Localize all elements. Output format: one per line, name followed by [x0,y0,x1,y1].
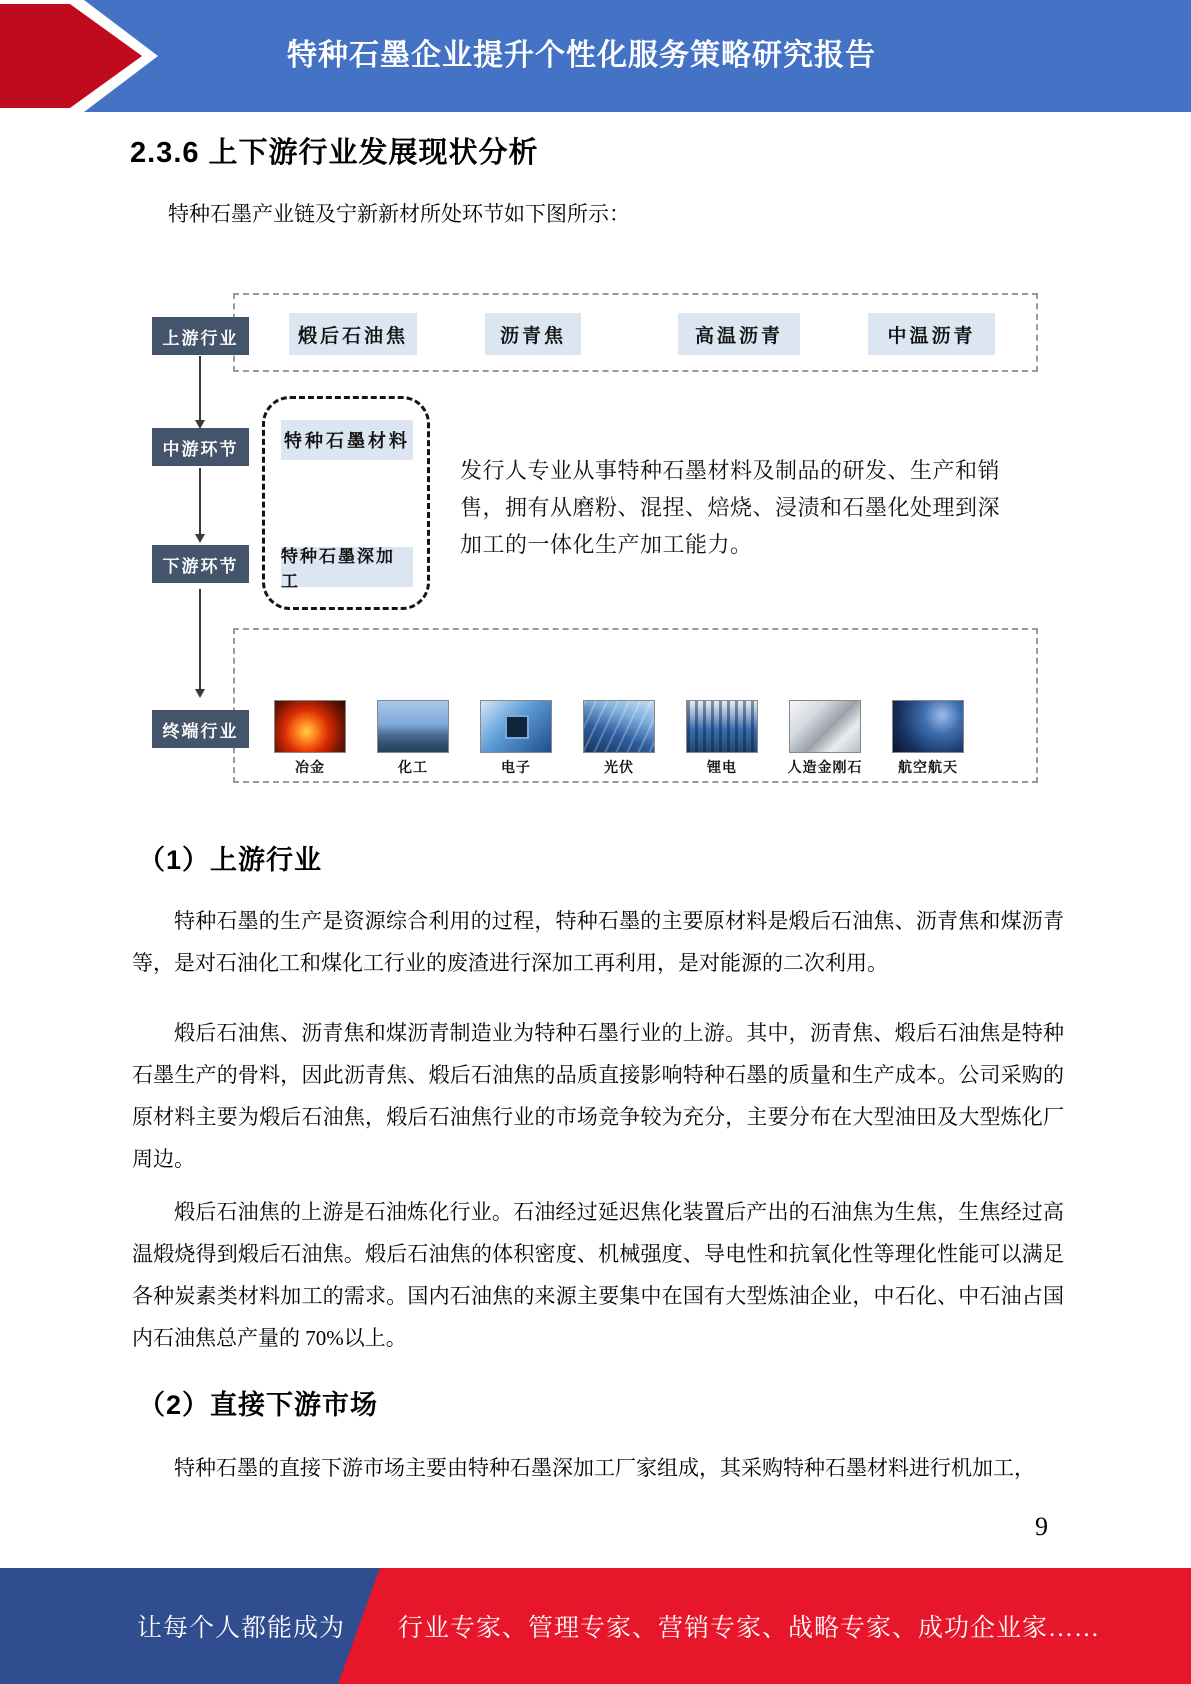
chemical-plant-image [377,700,449,753]
intro-paragraph: 特种石墨产业链及宁新新材所处环节如下图所示： [168,202,630,226]
metallurgy-image [274,700,346,753]
arrow-down-icon [199,356,201,420]
industry-label: 冶金 [295,761,325,776]
stage-label-upstream: 上游行业 [152,317,249,355]
subsection-heading-2: （2）直接下游市场 [138,1390,379,1420]
footer-slogan-right: 行业专家、管理专家、营销专家、战略专家、成功企业家…… [398,1615,1101,1642]
diagram-description: 发行人专业从事特种石墨材料及制品的研发、生产和销售，拥有从磨粉、混捏、焙烧、浸渍和石墨化处理到深加工的一体化生产加工能力。 [460,458,1001,557]
body-paragraph: 煅后石油焦、沥青焦和煤沥青制造业为特种石墨行业的上游。其中，沥青焦、煅后石油焦是特种石墨生产的骨料，因此沥青焦、煅后石油焦的品质直接影响特种石墨的质量和生产成本。公司采购的原材料主要为煅后石油焦，煅后石油焦行业的市场竞争较为充分，主要分布在大型油田及大型炼化厂周边。 [132,1021,1064,1171]
body-paragraph: 煅后石油焦的上游是石油炼化行业。石油经过延迟焦化装置后产出的石油焦为生焦，生焦经过高温煅烧得到煅后石油焦。煅后石油焦的体积密度、机械强度、导电性和抗氧化性等理化性能可以满足各种炭素类材料加工的需求。国内石油焦的来源主要集中在国有大型炼油企业，中石化、中石油占国内石油焦总产量的 70%以上。 [132,1200,1064,1350]
industry-cell [266,700,354,777]
stage-label-midstream: 中游环节 [152,428,249,466]
industry-cell [472,700,560,777]
industry-label: 锂电 [707,761,737,776]
industry-cell [781,700,869,777]
industry-cell [884,700,972,777]
aerospace-image [892,700,964,753]
subsection-heading-1: （1）上游行业 [138,845,323,875]
solar-pv-image [583,700,655,753]
report-title: 特种石墨企业提升个性化服务策略研究报告 [287,39,876,72]
upstream-item-box: 高温沥青 [678,313,800,355]
stage-label-downstream: 下游环节 [152,545,249,583]
downstream-item-box: 特种石墨深加工 [281,547,413,587]
page-number: 9 [1035,1512,1048,1541]
industry-label: 电子 [501,761,531,776]
header-banner [0,0,1191,112]
arrow-down-icon [199,589,201,689]
lithium-battery-image [686,700,758,753]
upstream-item-box: 煅后石油焦 [289,313,417,355]
chip-icon [505,715,529,739]
upstream-item-box: 中温沥青 [868,313,995,355]
synthetic-diamond-image [789,700,861,753]
industry-label: 化工 [398,761,428,776]
terminal-industries-row [266,700,972,777]
industry-chain-diagram [0,270,1191,790]
section-heading: 2.3.6 上下游行业发展现状分析 [130,137,539,169]
body-paragraph: 特种石墨的直接下游市场主要由特种石墨深加工厂家组成，其采购特种石墨材料进行机加工， [174,1456,1035,1480]
industry-label: 航空航天 [898,761,958,776]
upstream-item-box: 沥青焦 [485,313,581,355]
footer-slogan-left: 让每个人都能成为 [137,1615,346,1642]
electronics-image [480,700,552,753]
industry-cell [575,700,663,777]
footer-band [0,1568,1191,1684]
midstream-item-box: 特种石墨材料 [281,420,413,460]
industry-label: 光伏 [604,761,634,776]
industry-cell [678,700,766,777]
industry-cell [369,700,457,777]
body-paragraph: 特种石墨的生产是资源综合利用的过程，特种石墨的主要原材料是煅后石油焦、沥青焦和煤沥青等，是对石油化工和煤化工行业的废渣进行深加工再利用，是对能源的二次利用。 [132,909,1064,975]
arrow-down-icon [199,468,201,534]
industry-label: 人造金刚石 [787,761,863,776]
stage-label-terminal: 终端行业 [152,710,249,748]
